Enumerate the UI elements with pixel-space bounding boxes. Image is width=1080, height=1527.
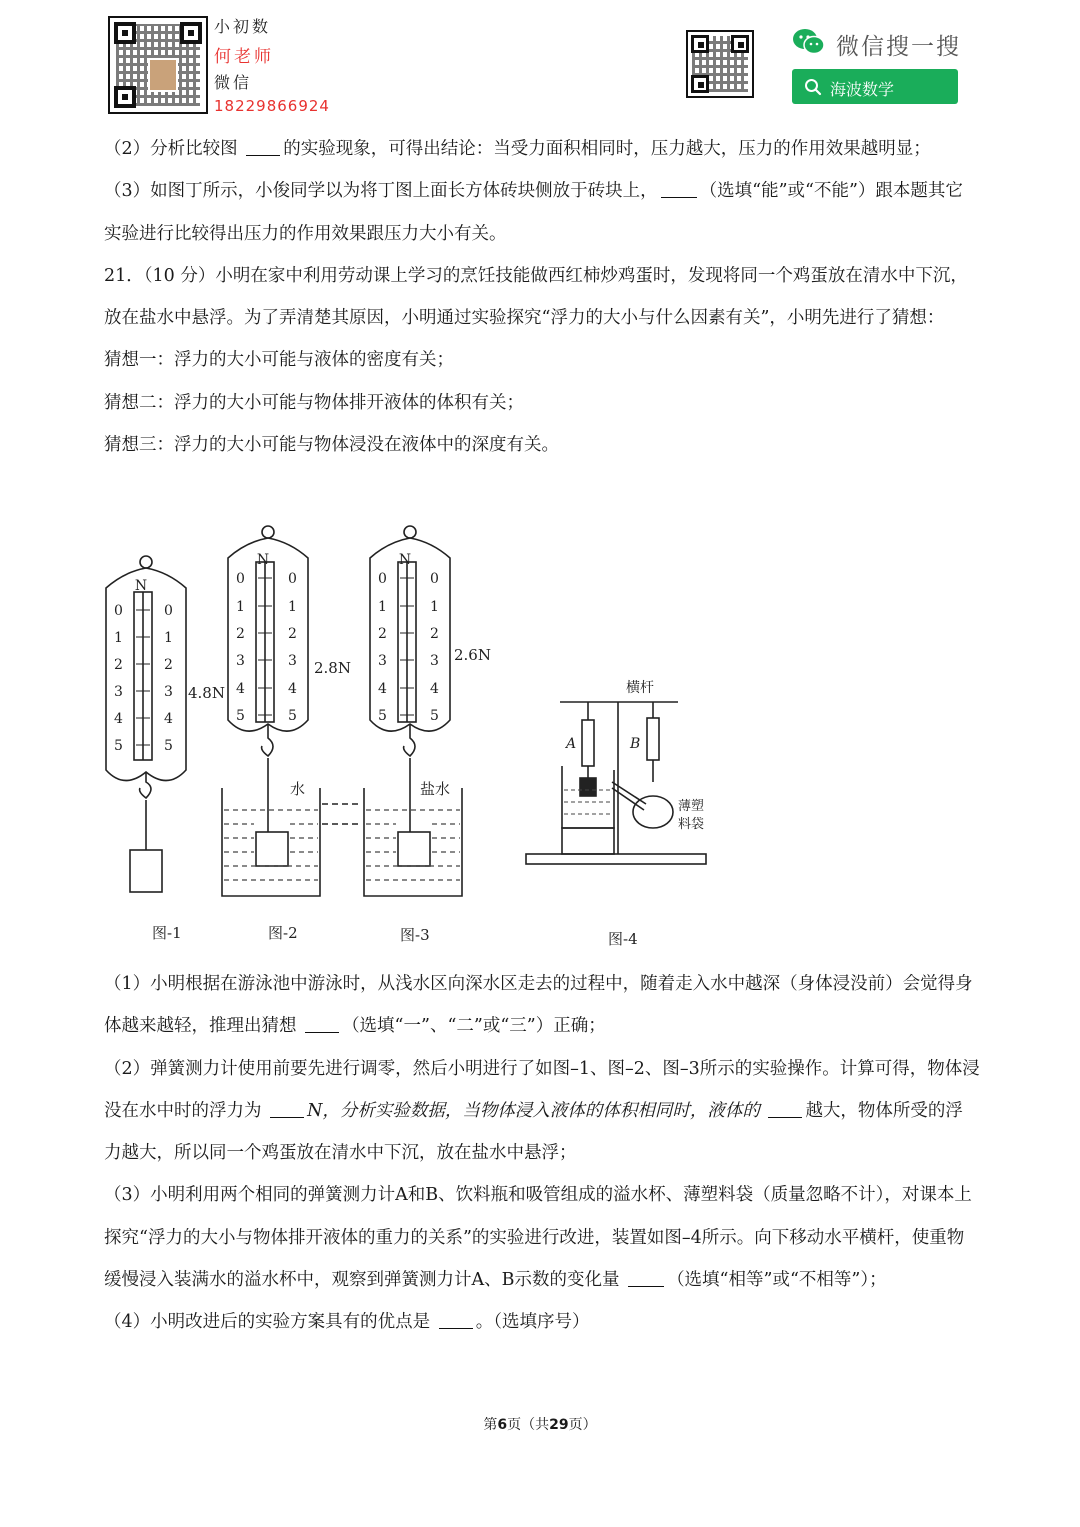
overflow-apparatus [526,702,706,864]
scale-label: 5 [430,708,439,724]
header-line-1: 小初数 [214,17,272,36]
experiment-figure [96,520,716,960]
q21-part2: （2）弹簧测力计使用前要先进行调零，然后小明进行了如图–1、图–2、图–3所示的实验操作。计算可得，物体浸没在水中时的浮力为 N，分析实验数据，当物体浸入液体的体积相同时，液体的 越大，物体所受的浮力越大，所以同一个鸡蛋放在清水中下沉，放在盐水中悬浮； [104,1058,980,1164]
q20-part3: （3）如图丁所示，小俊同学以为将丁图上面长方体砖块侧放于砖块上， （选填“能”或“不能”）跟本题其它实验进行比较得出压力的作用效果跟压力大小有关。 [104,181,963,244]
scale-label: 0 [164,603,173,619]
answer-blank[interactable] [305,1015,339,1034]
header-phone: 18229866924 [214,97,330,115]
page-header [0,0,1080,130]
scale-label: 5 [114,738,123,754]
scale-label: 3 [164,684,173,700]
header-line-2: 何老师 [214,47,274,67]
scale-label: 3 [288,653,297,669]
scale-label: 0 [430,571,439,587]
guess-2: 猜想二：浮力的大小可能与物体排开液体的体积有关； [104,392,524,413]
qr-code-left [108,16,208,114]
answer-blank[interactable] [270,1099,304,1118]
answer-blank[interactable] [628,1269,664,1288]
reading-label-2: 2.8N [314,659,351,677]
scale-label: 4 [236,681,245,697]
scale-label: 1 [114,630,123,646]
reading-label-3: 2.6N [454,646,491,664]
scale-label: 1 [288,599,297,615]
scale-label: 5 [378,708,387,724]
water-label: 水 [290,780,306,798]
scale-label: 4 [430,681,439,697]
unit-label: N [256,552,270,568]
scale-label: 4 [114,711,123,727]
figure-caption-4: 图-4 [608,930,638,948]
scale-label: 1 [378,599,387,615]
q21-part1: （1）小明根据在游泳池中游泳时，从浅水区向深水区走去的过程中，随着走入水中越深（身体浸没前）会觉得身体越来越轻，推理出猜想 （选填“一”、“二”或“三”）正确； [104,974,973,1037]
scale-label: 2 [430,626,439,642]
header-line-3: 微信 [214,73,253,92]
figure-caption-1: 图-1 [152,924,182,942]
q21-part3: （3）小明利用两个相同的弹簧测力计A和B、饮料瓶和吸管组成的溢水杯、薄塑料袋（质量忽略不计），对课本上探究“浮力的大小与物体排开液体的重力的关系”的实验进行改进，装置如图–4所示。向下移动水平横杆，使重物缓慢浸入装满水的溢水杯中，观察到弹簧测力计A、B示数的变化量 （选填“相等”或“不相等”）； [104,1185,972,1291]
meter-a-label: A [566,736,577,752]
qr-code-right [686,30,754,98]
scale-label: 1 [430,599,439,615]
scale-label: 3 [430,653,439,669]
crossbar-label: 横杆 [626,680,654,696]
scale-label: 3 [236,653,245,669]
scale-label: 2 [378,626,387,642]
bag-label: 薄塑料袋 [678,799,705,832]
unit-label: N [134,578,148,594]
scale-label: 0 [236,571,245,587]
scale-label: 1 [164,630,173,646]
scale-label: 5 [288,708,297,724]
scale-label: 3 [114,684,123,700]
scale-label: 2 [114,657,123,673]
q21-part4: （4）小明改进后的实验方案具有的优点是 。（选填序号） [104,1312,590,1333]
scale-label: 0 [288,571,297,587]
scale-label: 2 [164,657,173,673]
question-text-bottom [104,963,980,1344]
guess-1: 猜想一：浮力的大小可能与液体的密度有关； [104,350,454,371]
figure-caption-3: 图-3 [400,926,430,944]
scale-label: 4 [164,711,173,727]
answer-blank[interactable] [661,180,697,199]
search-icon [804,78,822,96]
answer-blank[interactable] [768,1099,802,1118]
salt-water-label: 盐水 [420,780,451,798]
scale-label: 5 [164,738,173,754]
scale-label: 4 [378,681,387,697]
teacher-photo [148,58,178,92]
wechat-logo-icon [792,28,826,56]
answer-blank[interactable] [246,138,280,157]
page-total: 29 [549,1417,569,1433]
page-number: 6 [497,1417,508,1433]
scale-label: 4 [288,681,297,697]
unit-label: N [398,552,412,568]
scale-label: 5 [236,708,245,724]
question-text-top [104,128,980,466]
wechat-search-label: 海波数学 [830,80,895,99]
wechat-search-title: 微信搜一搜 [836,34,961,60]
scale-label: 1 [236,599,245,615]
q21-intro: 21．（10 分）小明在家中利用劳动课上学习的烹饪技能做西红柿炒鸡蛋时，发现将同一个鸡蛋放在清水中下沉，放在盐水中悬浮。为了弄清楚其原因，小明通过实验探究“浮力的大小与什么因素有关”，小明先进行了猜想： [104,265,968,329]
answer-blank[interactable] [439,1311,473,1330]
meter-b-label: B [630,736,641,752]
wechat-search-button[interactable] [792,69,958,104]
scale-label: 2 [288,626,297,642]
scale-label: 0 [378,571,387,587]
scale-label: 3 [378,653,387,669]
scale-label: 0 [114,603,123,619]
page-footer: 第6页（共29页） [483,1417,597,1433]
scale-label: 2 [236,626,245,642]
reading-label-1: 4.8N [188,684,225,702]
q20-part2: （2）分析比较图 的实验现象，可得出结论：当受力面积相同时，压力越大，压力的作用效果越明显； [104,139,931,159]
guess-3: 猜想三：浮力的大小可能与物体浸没在液体中的深度有关。 [104,435,559,456]
figure-caption-2: 图-2 [268,924,298,942]
